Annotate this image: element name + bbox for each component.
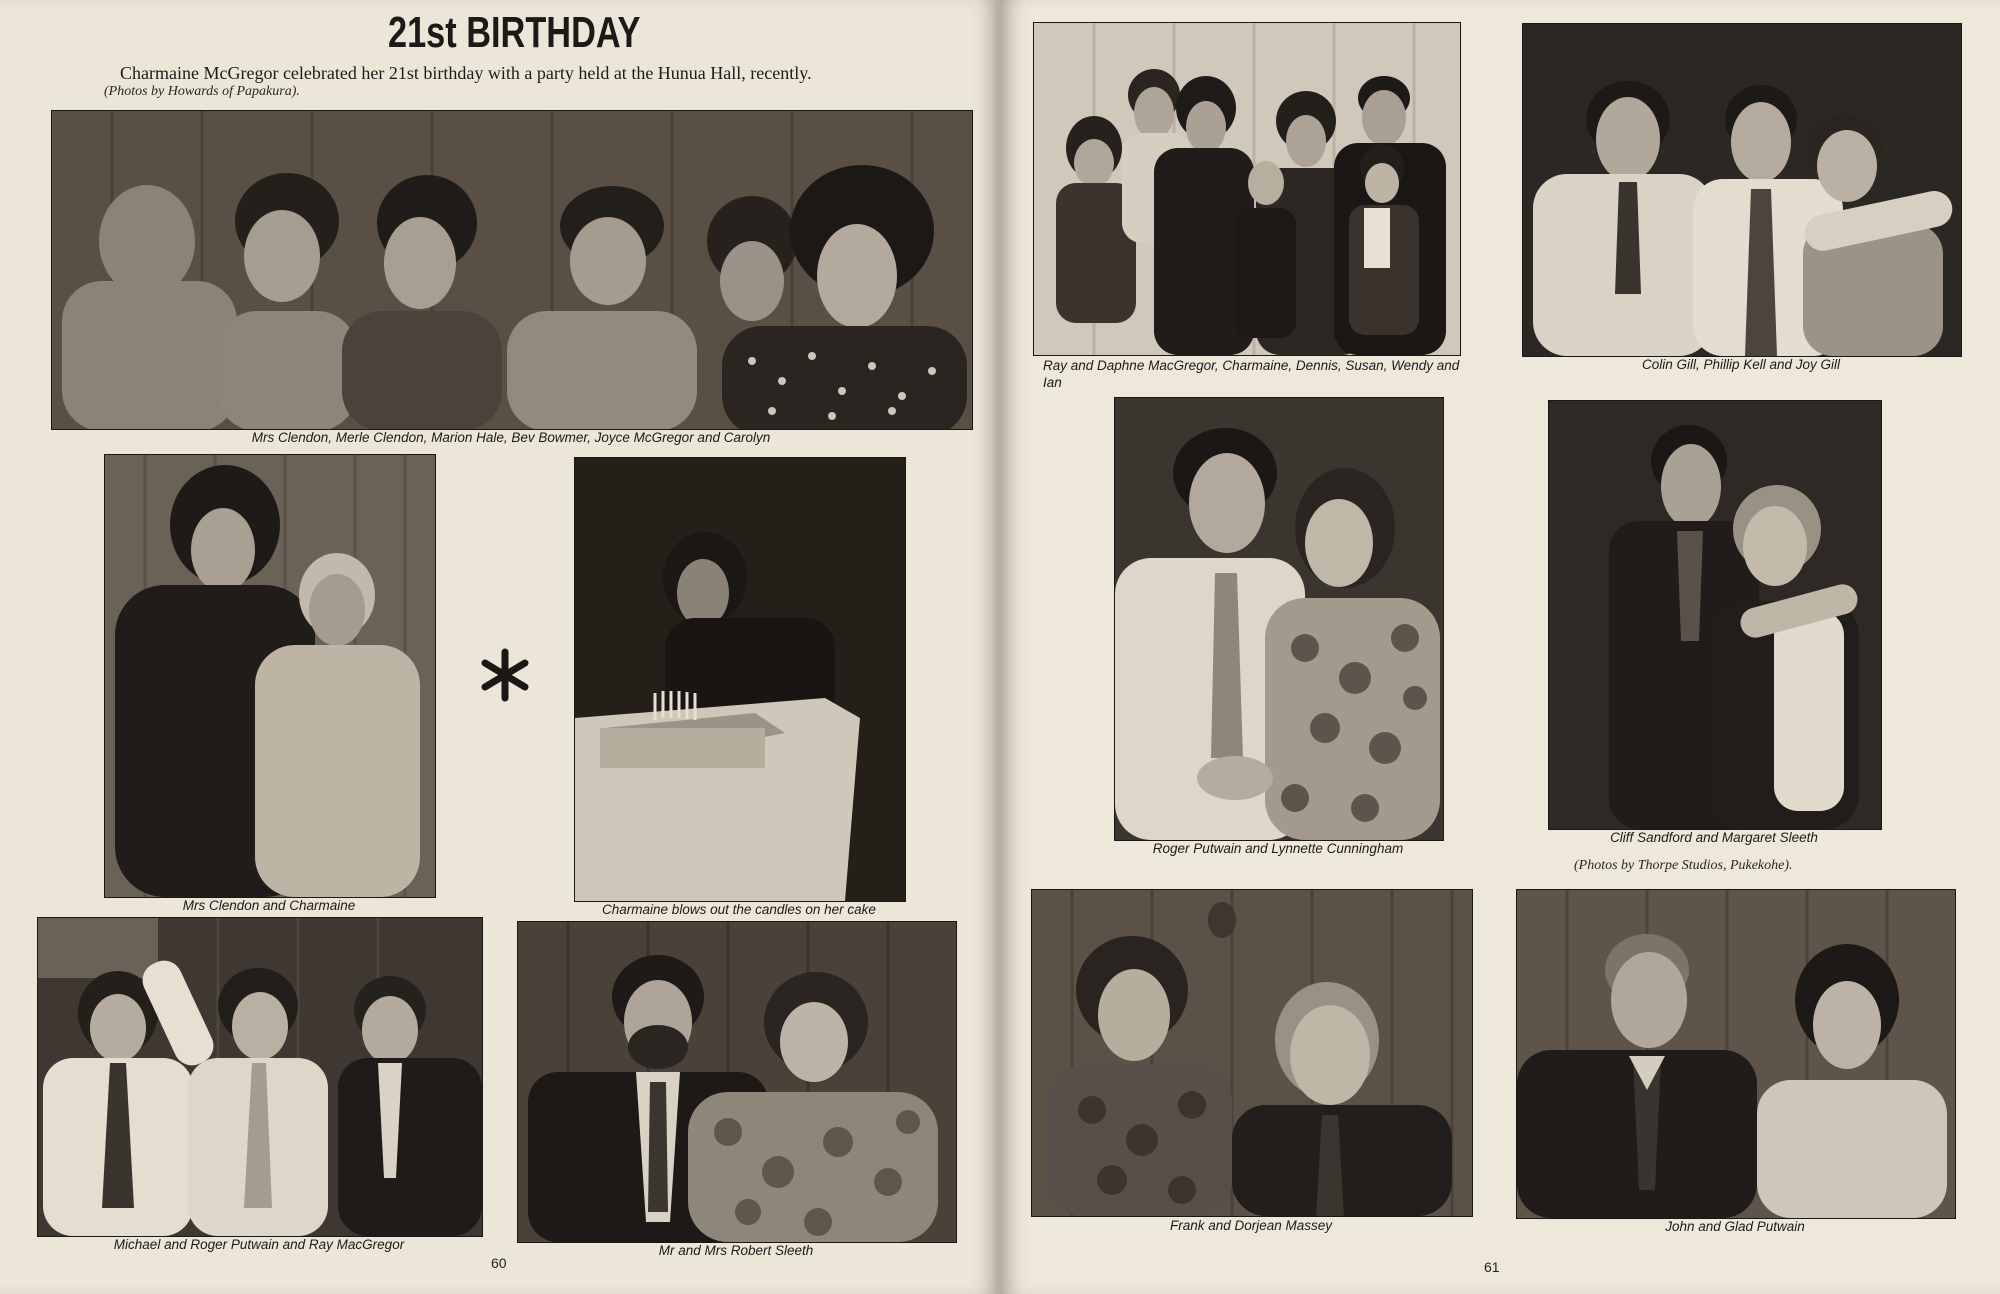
caption-cake: Charmaine blows out the candles on her cake — [602, 902, 876, 917]
intro-text: Charmaine McGregor celebrated her 21st birthday with a party held at the Hunua Hall, recently. — [120, 63, 812, 83]
page-number-left: 60 — [491, 1255, 507, 1271]
photo-credit-left: (Photos by Howards of Papakura). — [104, 84, 300, 99]
asterisk-ornament — [478, 648, 532, 702]
photo-massey — [1031, 889, 1473, 1217]
caption-putwain-men: Michael and Roger Putwain and Ray MacGregor — [113, 1237, 405, 1252]
photo-macgregor-family — [1033, 22, 1461, 356]
caption-macgregor-family: Ray and Daphne MacGregor, Charmaine, Dennis, Susan, Wendy and Ian — [1043, 358, 1460, 390]
photo-glad-putwain — [1516, 889, 1956, 1219]
caption-sandford-sleeth: Cliff Sandford and Margaret Sleeth — [1610, 830, 1818, 845]
photo-sleeth — [517, 921, 957, 1243]
photo-mrs-clendon — [104, 454, 436, 898]
caption-putwain-cunningham: Roger Putwain and Lynnette Cunningham — [1152, 841, 1404, 856]
caption-gill-kell: Colin Gill, Phillip Kell and Joy Gill — [1641, 357, 1841, 372]
photo-putwain-cunningham — [1114, 397, 1444, 841]
right-page — [1000, 0, 2000, 1294]
photo-sandford-sleeth — [1548, 400, 1882, 830]
photo-cake — [574, 457, 906, 902]
caption-group-women: Mrs Clendon, Merle Clendon, Marion Hale, Bev Bowmer, Joyce McGregor and Carolyn — [251, 430, 771, 445]
photo-gill-kell — [1522, 23, 1962, 357]
photo-putwain-men — [37, 917, 483, 1237]
caption-mrs-clendon: Mrs Clendon and Charmaine — [182, 898, 356, 913]
page-number-right: 61 — [1484, 1259, 1500, 1275]
photo-credit-right: (Photos by Thorpe Studios, Pukekohe). — [1574, 858, 1793, 873]
caption-massey: Frank and Dorjean Massey — [1169, 1218, 1333, 1233]
page-title: 21st BIRTHDAY — [388, 8, 641, 57]
caption-glad-putwain: John and Glad Putwain — [1665, 1219, 1805, 1234]
caption-sleeth: Mr and Mrs Robert Sleeth — [658, 1243, 814, 1258]
photo-group-women — [51, 110, 973, 430]
